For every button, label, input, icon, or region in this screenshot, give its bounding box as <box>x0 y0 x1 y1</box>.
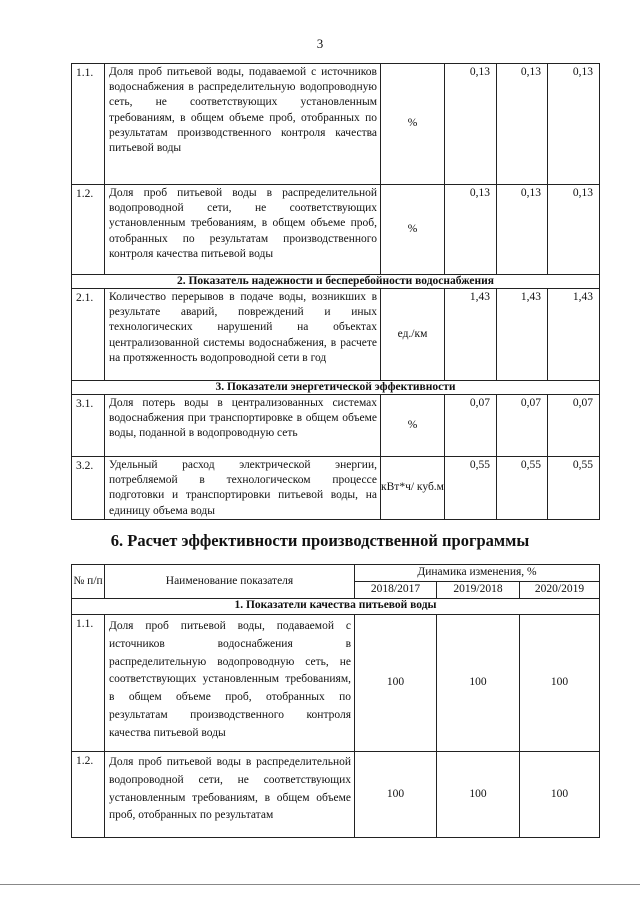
indicator-text: Удельный расход электрической энергии, потребляемой в технологическом процессе подготовки и транспортировки питьевой воды, на единицу объема воды <box>105 457 381 520</box>
table-row <box>72 395 600 457</box>
section-title: 3. Показатели энергетической эффективности <box>72 381 600 395</box>
section-heading: 6. Расчет эффективности производственной программы <box>110 531 530 550</box>
section-title: 2. Показатель надежности и бесперебойности водоснабжения <box>72 275 600 289</box>
value-cell: 0,07 <box>548 395 600 457</box>
page-number: 3 <box>316 36 324 51</box>
value-cell: 0,55 <box>497 457 548 520</box>
value-cell: 0,55 <box>548 457 600 520</box>
value-cell: 0,07 <box>497 395 548 457</box>
table-row <box>72 752 600 838</box>
indicators-table <box>71 63 600 520</box>
indicator-text: Доля проб питьевой воды в распределительной водопроводной сети, не соответствующих установленным требованиям, в общем объеме проб, отобранных по результатам производственного контроля качества питьевой воды <box>105 185 381 275</box>
row-number: 1.2. <box>72 752 105 838</box>
row-number: 3.1. <box>72 395 105 457</box>
table-row <box>72 64 600 185</box>
efficiency-table <box>71 564 600 838</box>
header-year: 2018/2017 <box>355 582 437 599</box>
value-cell: 100 <box>520 615 600 752</box>
unit-cell: ед./км <box>381 289 445 381</box>
value-cell: 0,55 <box>445 457 497 520</box>
value-cell: 100 <box>355 615 437 752</box>
value-cell: 0,13 <box>445 64 497 185</box>
section-row <box>72 599 600 615</box>
unit-cell: % <box>381 64 445 185</box>
row-number: 1.1. <box>72 64 105 185</box>
value-cell: 1,43 <box>548 289 600 381</box>
value-cell: 100 <box>355 752 437 838</box>
section-title: 1. Показатели качества питьевой воды <box>72 599 600 615</box>
indicator-text: Доля проб питьевой воды, подаваемой с источников водоснабжения в распределительную водопроводную сеть, не соответствующих установленным требованиям, в общем объеме проб, отобранных по результатам производственного контроля качества питьевой воды <box>105 615 355 752</box>
value-cell: 0,13 <box>548 64 600 185</box>
page-bottom-rule <box>0 884 640 885</box>
table-row <box>72 289 600 381</box>
header-year: 2019/2018 <box>437 582 520 599</box>
unit-cell: кВт*ч/ куб.м <box>381 457 445 520</box>
value-cell: 1,43 <box>497 289 548 381</box>
value-cell: 100 <box>437 752 520 838</box>
value-cell: 0,13 <box>497 185 548 275</box>
value-cell: 100 <box>437 615 520 752</box>
table-row <box>72 615 600 752</box>
row-number: 3.2. <box>72 457 105 520</box>
indicator-text: Доля проб питьевой воды в распределительной водопроводной сети, не соответствующих установленным требованиям, в общем объеме проб, отобранных по результатам <box>105 752 355 838</box>
row-number: 1.1. <box>72 615 105 752</box>
unit-cell: % <box>381 395 445 457</box>
table-row <box>72 457 600 520</box>
header-year: 2020/2019 <box>520 582 600 599</box>
row-number: 1.2. <box>72 185 105 275</box>
header-name: Наименование показателя <box>105 565 355 599</box>
value-cell: 0,13 <box>497 64 548 185</box>
value-cell: 1,43 <box>445 289 497 381</box>
indicator-text: Количество перерывов в подаче воды, возникших в результате аварий, повреждений и иных технологических нарушений на объектах централизованной системы водоснабжения, в расчете на протяженность водопроводной сети в год <box>105 289 381 381</box>
header-number: № п/п <box>72 565 105 599</box>
header-dynamics: Динамика изменения, % <box>355 565 600 582</box>
value-cell: 0,13 <box>445 185 497 275</box>
value-cell: 0,07 <box>445 395 497 457</box>
unit-cell: % <box>381 185 445 275</box>
section-row <box>72 381 600 395</box>
indicator-text: Доля проб питьевой воды, подаваемой с источников водоснабжения в распределительную водопроводную сеть, не соответствующих установленным требованиям, в общем объеме проб, отобранных по результатам производственного контроля качества питьевой воды <box>105 64 381 185</box>
value-cell: 100 <box>520 752 600 838</box>
indicator-text: Доля потерь воды в централизованных системах водоснабжения при транспортировке в общем объеме воды, поданной в водопроводную сеть <box>105 395 381 457</box>
value-cell: 0,13 <box>548 185 600 275</box>
section-row <box>72 275 600 289</box>
header-row <box>72 565 600 582</box>
row-number: 2.1. <box>72 289 105 381</box>
table-row <box>72 185 600 275</box>
